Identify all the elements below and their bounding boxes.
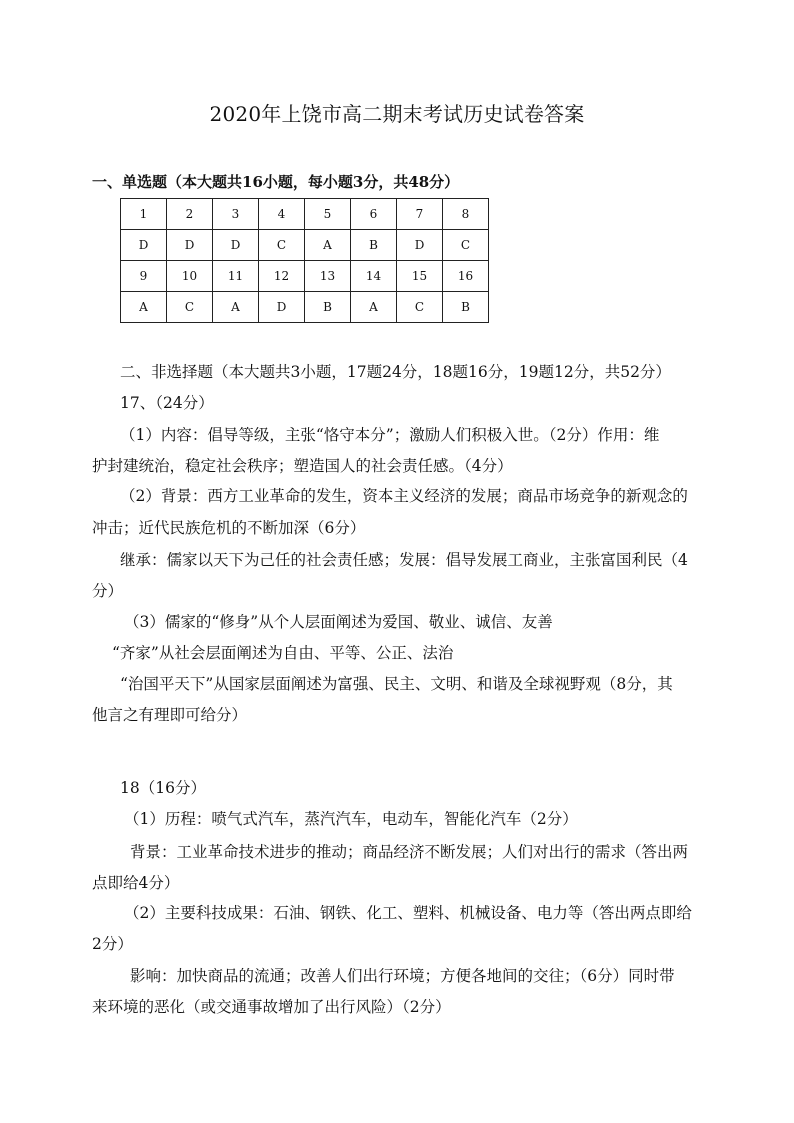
table-cell: C — [259, 230, 305, 261]
table-cell: 15 — [397, 261, 443, 292]
q17-nation-line1: “治国平天下”从国家层面阐述为富强、民主、文明、和谐及全球视野观（8分，其 — [120, 675, 673, 693]
section2-heading: 二、非选择题（本大题共3小题，17题24分，18题16分，19题12分，共52分） — [120, 363, 671, 381]
table-cell: 11 — [213, 261, 259, 292]
q17-family-line: “齐家”从社会层面阐述为自由、平等、公正、法治 — [112, 644, 454, 662]
table-cell: A — [121, 292, 167, 323]
page-title: 2020年上饶市高二期末考试历史试卷答案 — [209, 102, 585, 126]
table-cell: 4 — [259, 199, 305, 230]
q17-part1-line1: （1）内容：倡导等级，主张“恪守本分”；激励人们积极入世。（2分）作用：维 — [120, 426, 660, 444]
table-cell: C — [397, 292, 443, 323]
table-cell: 10 — [167, 261, 213, 292]
table-cell: D — [121, 230, 167, 261]
table-cell: 2 — [167, 199, 213, 230]
table-cell: 9 — [121, 261, 167, 292]
answer-table — [120, 198, 489, 323]
table-cell: D — [397, 230, 443, 261]
q17-part2-line1: （2）背景：西方工业革命的发生，资本主义经济的发展；商品市场竞争的新观念的 — [120, 487, 688, 505]
q18-background-line2: 点即给4分） — [92, 874, 180, 892]
table-cell: D — [259, 292, 305, 323]
q18-impact-line2: 来环境的恶化（或交通事故增加了出行风险）（2分） — [92, 998, 451, 1016]
table-cell: 5 — [305, 199, 351, 230]
table-cell: 14 — [351, 261, 397, 292]
q17-part3-line1: （3）儒家的“修身”从个人层面阐述为爱国、敬业、诚信、友善 — [124, 613, 553, 631]
table-cell: D — [167, 230, 213, 261]
table-cell: C — [167, 292, 213, 323]
table-cell: C — [443, 230, 489, 261]
q17-inherit-line1: 继承：儒家以天下为己任的社会责任感；发展：倡导发展工商业，主张富国利民（4 — [120, 551, 688, 569]
q18-background-line1: 背景：工业革命技术进步的推动；商品经济不断发展；人们对出行的需求（答出两 — [130, 843, 689, 861]
table-cell: B — [351, 230, 397, 261]
table-cell: 7 — [397, 199, 443, 230]
table-row — [121, 261, 489, 292]
table-cell: A — [305, 230, 351, 261]
section1-heading: 一、单选题（本大题共16小题，每小题3分，共48分） — [92, 173, 460, 191]
table-row — [121, 292, 489, 323]
q17-part1-line2: 护封建统治，稳定社会秩序；塑造国人的社会责任感。（4分） — [92, 457, 513, 475]
table-row — [121, 230, 489, 261]
table-cell: B — [305, 292, 351, 323]
table-cell: D — [213, 230, 259, 261]
table-row — [121, 199, 489, 230]
table-cell: 1 — [121, 199, 167, 230]
q17-header: 17、（24分） — [120, 394, 214, 412]
q17-nation-line2: 他言之有理即可给分） — [92, 706, 248, 724]
table-cell: 3 — [213, 199, 259, 230]
q18-part2-line1: （2）主要科技成果：石油、钢铁、化工、塑料、机械设备、电力等（答出两点即给 — [124, 904, 692, 922]
table-cell: 12 — [259, 261, 305, 292]
q17-inherit-line2: 分） — [92, 582, 124, 600]
table-cell: 16 — [443, 261, 489, 292]
q18-impact-line1: 影响：加快商品的流通；改善人们出行环境；方便各地间的交往；（6分）同时带 — [130, 967, 675, 985]
table-cell: 8 — [443, 199, 489, 230]
table-cell: B — [443, 292, 489, 323]
table-cell: 6 — [351, 199, 397, 230]
q17-part2-line2: 冲击；近代民族危机的不断加深（6分） — [92, 519, 366, 537]
table-cell: 13 — [305, 261, 351, 292]
q18-part2-line2: 2分） — [92, 935, 133, 953]
table-cell: A — [213, 292, 259, 323]
q18-part1-line1: （1）历程：喷气式汽车，蒸汽汽车，电动车，智能化汽车（2分） — [124, 810, 578, 828]
table-cell: A — [351, 292, 397, 323]
q18-header: 18（16分） — [120, 779, 206, 797]
